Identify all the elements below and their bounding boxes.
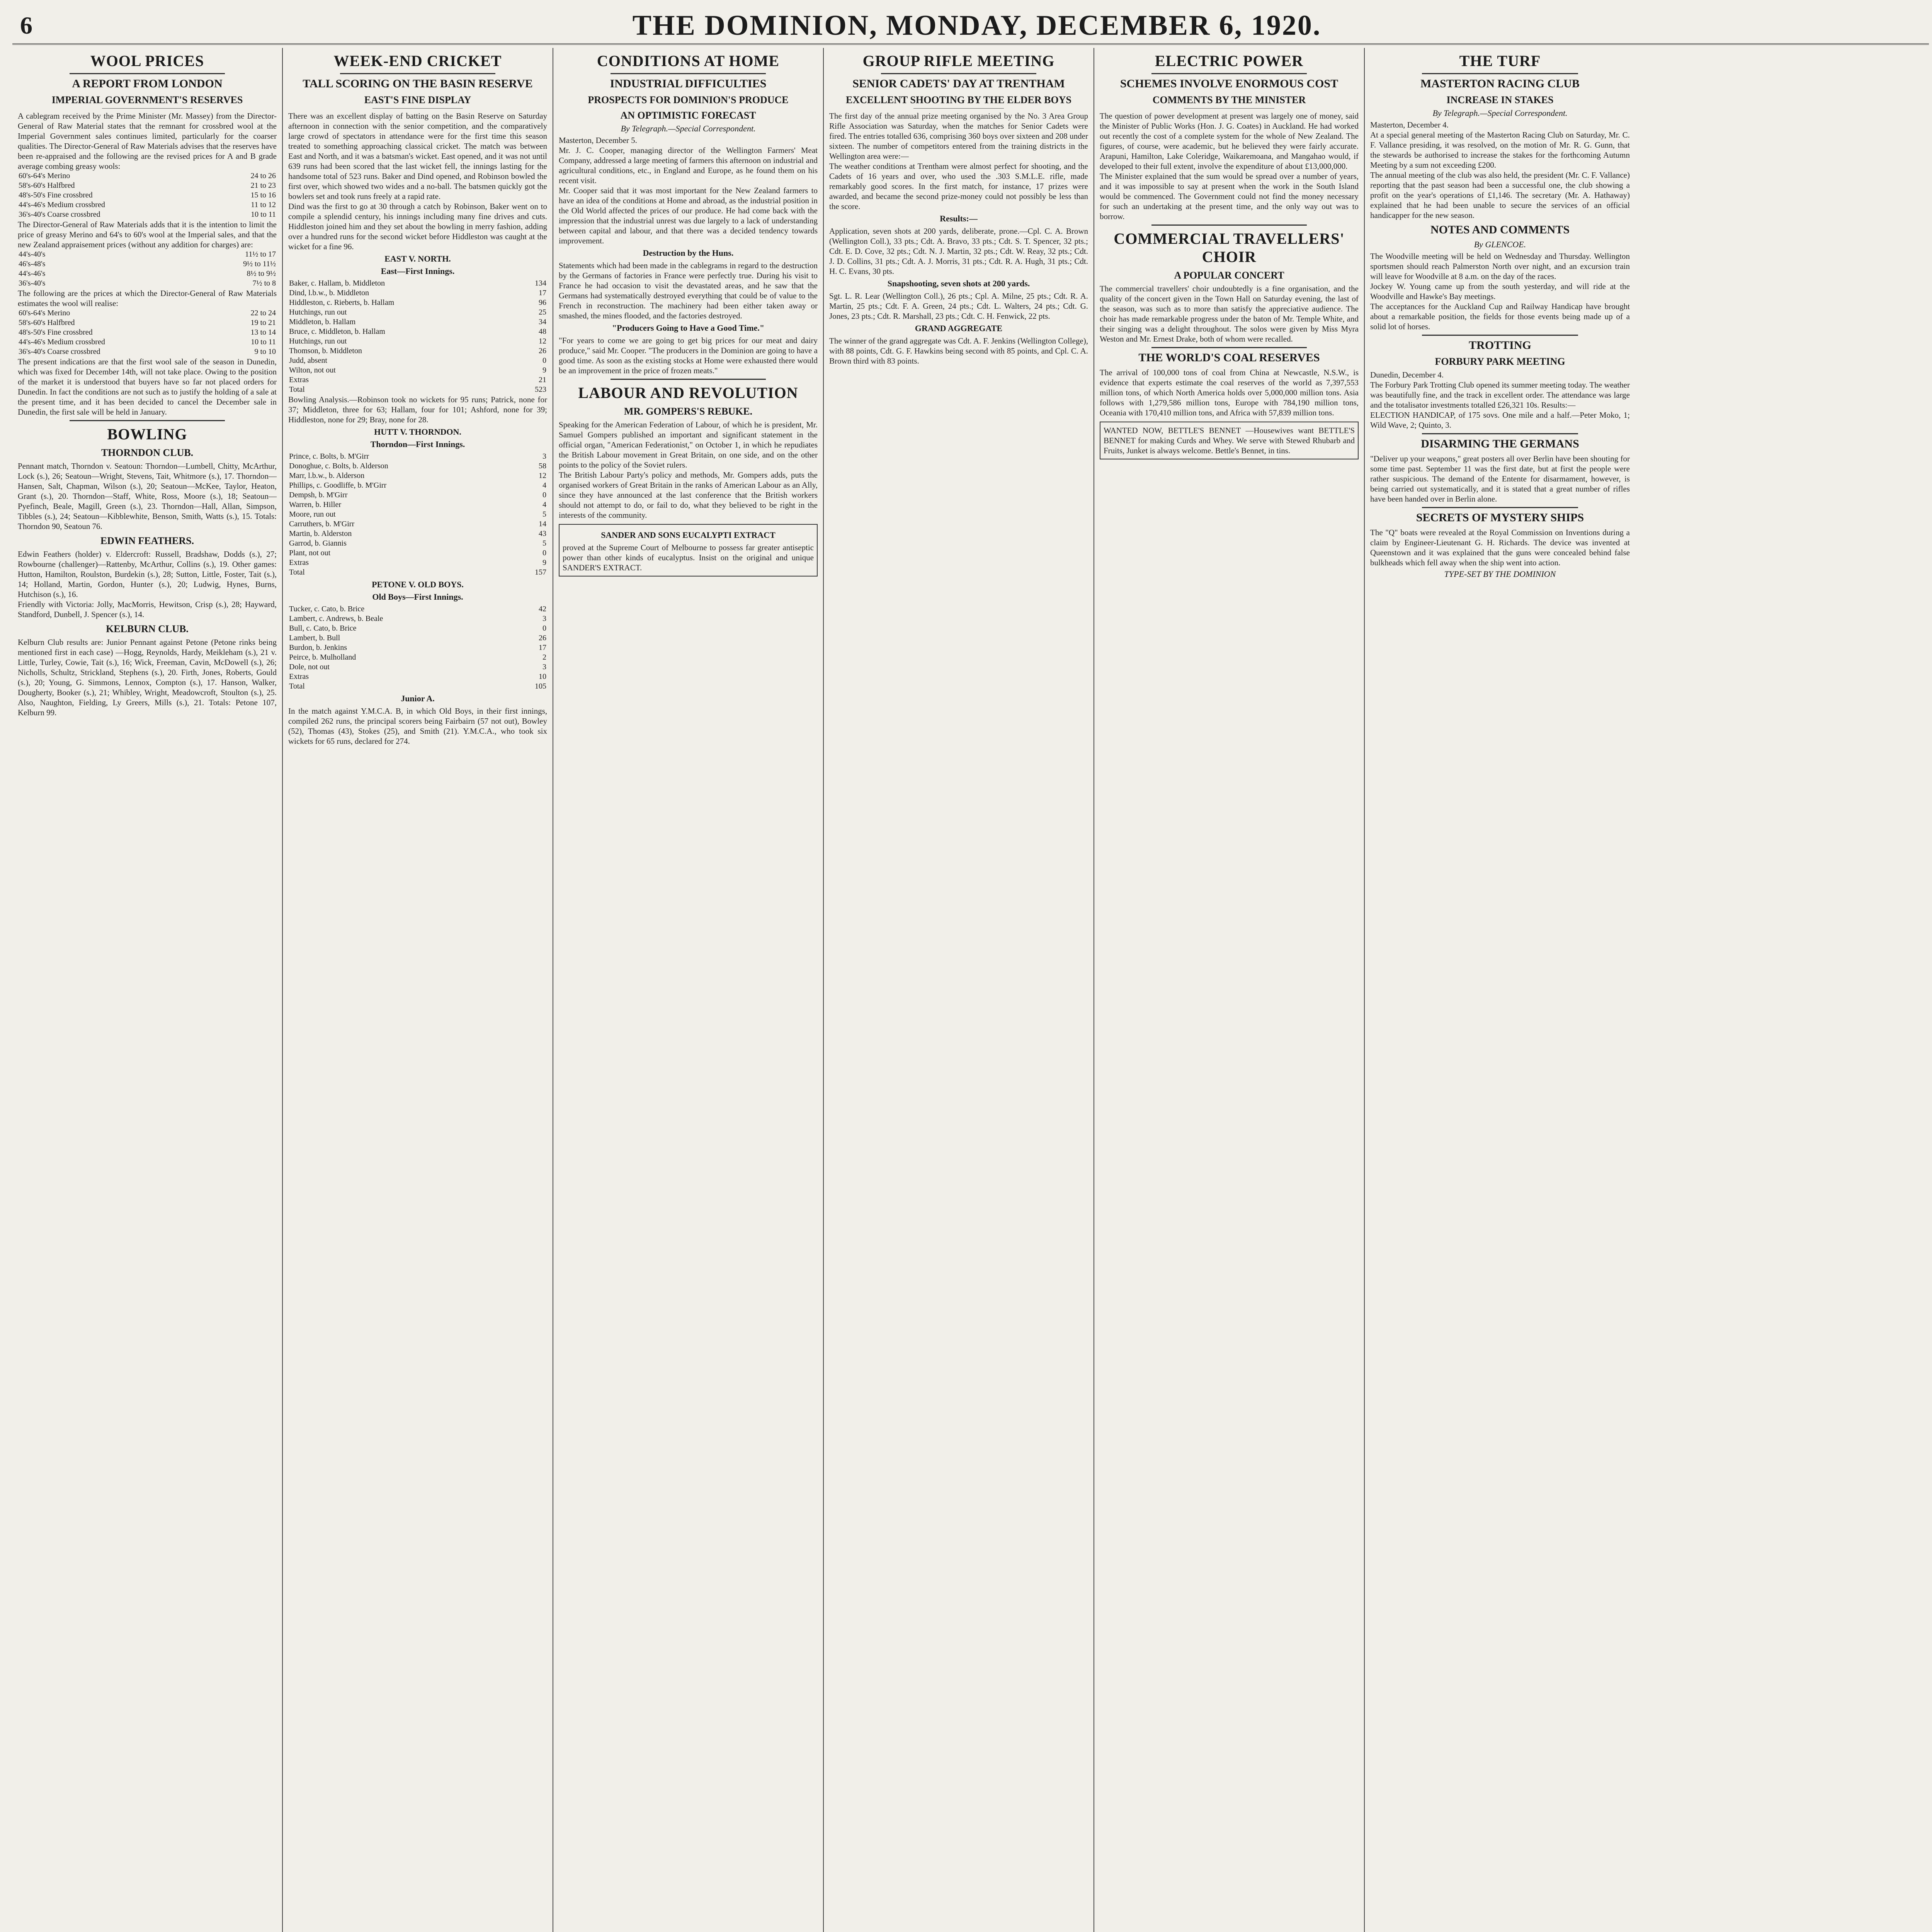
conditions-body2: Statements which had been made in the cablegrams in regard to the destruction by the Germans of factories in France were perfectly true. During his visit to France he had occasion to visit the devastated areas, and he saw that the Germans had systematically destroyed everything that could be of value to the French in reconstruction. The machinery had been either taken away or smashed, the mines flooded, and the factories destroyed. — [559, 261, 820, 320]
power-subhead: SCHEMES INVOLVE ENORMOUS COST — [1120, 77, 1338, 90]
cricket-kicker: EAST'S FINE DISPLAY — [364, 94, 471, 105]
table-row: Extras 21 — [289, 376, 546, 384]
table-row: Total 105 — [289, 682, 546, 690]
table-row: Moore, run out 5 — [289, 510, 546, 519]
secrets-headline: SECRETS OF MYSTERY SHIPS — [1416, 511, 1584, 524]
wool-prices-a — [18, 171, 277, 219]
trot-headline: TROTTING — [1469, 339, 1531, 352]
petone-sub: Old Boys—First Innings. — [372, 592, 463, 602]
score2-table — [288, 452, 547, 577]
table-row: 46's-48's 9½ to 11½ — [19, 260, 276, 268]
table-row: 58's-60's Halfbred 19 to 21 — [19, 318, 276, 327]
table-row: 36's-40's Coarse crossbred 10 to 11 — [19, 210, 276, 219]
coal-body: The arrival of 100,000 tons of coal from China at Newcastle, N.S.W., is evidence that experts estimate the coal reserves of the world as 7,397,553 million tons, of which North America holds over 5,000,000 million tons. Asia follows with 1,279,586 million tons, Europe with 784,190 million tons, Oceania with 170,410 million tons, and Africa with 57,839 million tons. — [1100, 368, 1361, 417]
conditions-body3: "For years to come we are going to get big prices for our meat and dairy produce," said Mr. Cooper. "The producers in the Dominion are going to have a good time. As soon as the existing stocks at Home were exhausted there would be an improvement in the price of frozen meats." — [559, 336, 820, 375]
divider — [611, 73, 766, 74]
labour-headline: LABOUR AND REVOLUTION — [578, 384, 798, 401]
score1-title: EAST V. NORTH. — [384, 254, 451, 264]
kelburn-subhead: KELBURN CLUB. — [106, 623, 189, 634]
turf-byline: By Telegraph.—Special Correspondent. — [1432, 108, 1568, 118]
table-row: 60's-64's Merino 24 to 26 — [19, 172, 276, 180]
table-row: Prince, c. Bolts, b. M'Girr 3 — [289, 452, 546, 461]
divider — [372, 108, 463, 109]
table-row: Dole, not out 3 — [289, 663, 546, 671]
cricket-headline: WEEK-END CRICKET — [333, 52, 502, 70]
divider — [1422, 335, 1578, 336]
column-2 — [283, 48, 553, 1932]
wool-para3: The following are the prices at which the Director-General of Raw Materials estimates the wool will realise: — [18, 289, 279, 308]
bennet-notice: WANTED NOW, BETTLE'S BENNET —Housewives want BETTLE'S BENNET for making Curds and Whey. We serve with Stewed Rhubarb and Fruits, Junket is always welcome. Bettle's Bennet, in tins. — [1104, 426, 1357, 455]
table-row: 44's-46's Medium crossbred 10 to 11 — [19, 338, 276, 346]
labour-subhead: MR. GOMPERS'S REBUKE. — [624, 406, 753, 417]
masthead — [12, 8, 1929, 45]
table-row: Extras 10 — [289, 672, 546, 681]
bowling-subhead: THORNDON CLUB. — [101, 447, 194, 458]
divider — [913, 108, 1004, 109]
coal-headline: THE WORLD'S COAL RESERVES — [1138, 351, 1320, 364]
score1-table — [288, 279, 547, 395]
table-row: Hutchings, run out 12 — [289, 337, 546, 345]
choir-subhead: A POPULAR CONCERT — [1174, 270, 1284, 281]
bowling-headline: BOWLING — [107, 425, 187, 443]
kelburn-body: Kelburn Club results are: Junior Pennant against Petone (Petone rinks being mentioned first in each case) —Hogg, Reynolds, Hardy, Meikleham (s.), 21 v. Little, Turley, Cowie, Tait (s.), 16; Wick, Freeman, Cavin, McDowell (s.), 26; Nicholls, Schultz, Strickland, Stephens (s.), 20. Firth, Jones, Roberts, Gould (s.), 20; Young, G. Simmons, Lennox, Compton (s.), 17. Hanson, Walker, Dougherty, Booker (s.), 21; Whibley, Wright, Meadowcroft, Stoulton (s.), 25. Also, Naughton, Fielding, Ly Greers, Mills (s.), 21. Totals: Petone 107, Kelburn 99. — [18, 638, 279, 717]
conditions-body: Masterton, December 5. Mr. J. C. Cooper, managing director of the Wellington Farmers' Meat Company, addressed a large meeting of farmers this afternoon on industrial and agricultural conditions, etc., in England and Europe, as he found them on his recent visit. Mr. Cooper said that it was most important for the New Zealand farmers to have an idea of the conditions at Home and abroad, as the industrial position in the Old World affected the prices of our produce. He had come back with the impression that the industrial unrest was due largely to a lack of understanding between capital and labour, and that there was a decided tendency towards improvement. — [559, 136, 818, 245]
columns — [12, 45, 1929, 1932]
table-row: Tucker, c. Cato, b. Brice 42 — [289, 605, 546, 613]
turf-body: Masterton, December 4. At a special general meeting of the Masterton Racing Club on Saturday, Mr. C. F. Vallance presiding, it was resolved, on the motion of Mr. R. G. Gunn, that the stewards be authorised to increase the stakes for the forthcoming Autumn Meeting by a sum not exceeding £200. The annual meeting of the club was also held, the president (Mr. C. F. Vallance) reporting that the past season had been a successful one, the club showing a profit on the year's operations of £1,146. The secretary (Mr. A. Hathaway) explained that he had been unable to secure the services of an official handicapper for the new season. — [1370, 120, 1630, 220]
column-6 — [1365, 48, 1635, 1932]
table-row: 44's-40's 11½ to 17 — [19, 250, 276, 259]
divider — [102, 108, 193, 109]
bennet-advert — [1100, 422, 1359, 459]
conditions-kicker2: AN OPTIMISTIC FORECAST — [620, 110, 756, 121]
table-row: 36's-40's 7½ to 8 — [19, 279, 276, 287]
junior-head: Junior A. — [401, 694, 435, 703]
masthead-title: THE DOMINION, MONDAY, DECEMBER 6, 1920. — [632, 9, 1321, 41]
table-row: 44's-46's Medium crossbred 11 to 12 — [19, 201, 276, 209]
table-row: Total 523 — [289, 385, 546, 394]
score2-title: HUTT V. THORNDON. — [374, 427, 461, 437]
disarm-body: "Deliver up your weapons," great posters all over Berlin have been shouting for some time past. September 11 was the first date, but at first the people were rather suspicious. The demand of the Entente for disarmament, however, is being carried out systematically, and it is stated that a great number of rifles have been handed over in Berlin alone. — [1370, 454, 1632, 503]
column-3 — [553, 48, 824, 1932]
table-row: Thomson, b. Middleton 26 — [289, 347, 546, 355]
advert-title: SANDER AND SONS EUCALYPTI EXTRACT — [601, 530, 776, 540]
table-row: Donoghue, c. Bolts, b. Alderson 58 — [289, 462, 546, 470]
conditions-byline: By Telegraph.—Special Correspondent. — [621, 124, 756, 133]
divider — [70, 420, 225, 421]
grand-body: The winner of the grand aggregate was Cdt. A. F. Jenkins (Wellington College), with 88 points, Cdt. G. F. Hawkins being second with 85 points, and Cpl. C. A. Brown third with 83 points. — [829, 336, 1090, 366]
rifle-kicker: EXCELLENT SHOOTING BY THE ELDER BOYS — [846, 94, 1071, 105]
notes-headline: NOTES AND COMMENTS — [1430, 223, 1570, 236]
wool-kicker: IMPERIAL GOVERNMENT'S RESERVES — [51, 94, 243, 105]
turf-headline: THE TURF — [1459, 52, 1541, 70]
wool-intro: A cablegram received by the Prime Minister (Mr. Massey) from the Director-General of Raw Material states that the remnant for crossbred wool at the Imperial Government sales continues limited, particularly for the coarser qualities. The Director-General of Raw Materials advises that the reserves have been re-appraised and the following are the revised prices for A and B grade average combing greasy wools: — [18, 111, 279, 171]
divider — [1184, 108, 1275, 109]
secrets-body: The "Q" boats were revealed at the Royal Commission on Inventions during a claim by Engineer-Lieutenant G. H. Richards. The device was invented at Queenstown and it was explained that the guns were concealed behind false bulkheads which fell away when the ship went into action. — [1370, 528, 1632, 567]
rifle-headline: GROUP RIFLE MEETING — [862, 52, 1055, 70]
notes-body: The Woodville meeting will be held on Wednesday and Thursday. Wellington sportsmen should reach Palmerston North over night, and an excursion train will leave for Woodville at 8 a.m. on the day of the races. Jockey W. Young came up from the south yesterday, and will ride at the Woodville and Hawke's Bay meetings. The acceptances for the Auckland Cup and Railway Handicap have brought about a remarkable position, the fields for those events being made up of a solid lot of horses. — [1370, 252, 1630, 331]
column-5 — [1094, 48, 1365, 1932]
rifle-body: The first day of the annual prize meeting organised by the No. 3 Area Group Rifle Association was Saturday, when the matches for Senior Cadets were fired. The entries totalled 636, comprising 360 boys over sixteen and 208 under sixteen. The number of competitors entered from the training districts in the Wellington area were:— The weather conditions at Trentham were almost perfect for shooting, and the Cadets of 16 years and over, who used the .303 S.M.L.E. rifle, made remarkably good scores. In the first match, for instance, 17 prizes were awarded, and became the second prize-money could not possibly be less than the score. — [829, 111, 1088, 211]
divider — [340, 73, 495, 74]
trot-subhead: FORBURY PARK MEETING — [1435, 356, 1565, 367]
choir-headline: COMMERCIAL TRAVELLERS' CHOIR — [1114, 230, 1345, 265]
petone-table — [288, 604, 547, 691]
notes-byline: By GLENCOE. — [1474, 240, 1526, 249]
bowling-body: Pennant match, Thorndon v. Seatoun: Thorndon—Lumbell, Chitty, McArthur, Lock (s.), 26; Seatoun—Wright, Stevens, Tait, Whitmore (s.), 17. Thorndon—Hansen, Salt, Chapman, Wilson (s.), 20; Seatoun—McKee, Taylor, Heaton, Grant (s.), 20. Thorndon—Staff, White, Ross, Moore (s.), 18; Seatoun—Pyefinch, Beale, Magill, Green (s.), 23. Thorndon—Hall, Allan, Simpson, Tibbles (s.), 24; Seatoun—Kibblewhite, Benson, Smith, Watts (s.), 15. Totals: Thorndon 90, Seatoun 76. — [18, 461, 279, 531]
page-number: 6 — [20, 12, 32, 39]
score2-sub: Thorndon—First Innings. — [370, 439, 465, 449]
table-row: 44's-46's 8½ to 9½ — [19, 269, 276, 278]
table-row: Burdon, b. Jenkins 17 — [289, 643, 546, 652]
printer-stamp: TYPE-SET BY THE DOMINION — [1444, 569, 1556, 579]
disarm-headline: DISARMING THE GERMANS — [1421, 437, 1579, 450]
divider — [1151, 224, 1307, 226]
table-row: Phillips, c. Goodliffe, b. M'Girr 4 — [289, 481, 546, 490]
table-row: Wilton, not out 9 — [289, 366, 546, 374]
results-body: Application, seven shots at 200 yards, deliberate, prone.—Cpl. C. A. Brown (Wellington Coll.), 33 pts.; Cdt. A. Bravo, 33 pts.; Cdt. S. T. Spencer, 32 pts.; Cdt. E. D. Cove, 32 pts.; Cdt. N. J. Martin, 32 pts.; Cdt. W. Reay, 32 pts.; Cdt. J. D. Collins, 31 pts.; Cdt. A. J. Morris, 31 pts.; Cdt. R. A. Hugh, 31 pts.; Cdt. H. C. Evans, 30 pts. — [829, 226, 1090, 276]
table-row: 48's-50's Fine crossbred 13 to 14 — [19, 328, 276, 337]
cricket-para2: Dind was the first to go at 30 through a catch by Robinson, Baker went on to compile a splendid century, his innings including many fine drives and cuts. Hiddleston joined him and they set about the bowling in merry fashion, adding over a hundred runs for the second wicket before Hiddleston was caught at the wicket for a fine 96. — [288, 202, 549, 251]
wool-headline: WOOL PRICES — [90, 52, 204, 70]
labour-body: Speaking for the American Federation of Labour, of which he is president, Mr. Samuel Gompers published an important and significant statement in the official organ, "American Federationist," on October 1, in which he repudiates the British Labour movement in Great Britain, on one side, and on the other points to the policy of the Soviet rulers. The British Labour Party's policy and methods, Mr. Gompers adds, puts the organised workers of Great Britain in the ranks of American Labour as an Ally, since they have announced at the last conference that the British workers should not attempt to do, or fail to do, what they believed to be right in the interests of the community. — [559, 420, 818, 520]
power-body: The question of power development at present was largely one of money, said the Minister of Public Works (Hon. J. G. Coates) in Auckland. He had worked out recently the cost of a complete system for the whole of New Zealand. The figures, of course, were academic, but he believed they were fairly accurate. Arapuni, Hamilton, Lake Coleridge, Waikaremoana, and Mangahao would, if developed to their full extent, involve the expenditure of about £13,000,000. The Minister explained that the sum would be spread over a number of years, and it was impossible to say at present when the work in the South Island would be commenced. The Government could not find the money necessary for such an undertaking at the present time, and the only way out was to borrow. — [1100, 111, 1359, 221]
table-row: Lambert, c. Andrews, b. Beale 3 — [289, 614, 546, 623]
table-row: Marr, l.b.w., b. Alderson 12 — [289, 471, 546, 480]
table-row: Plant, not out 0 — [289, 549, 546, 557]
edwin-subhead: EDWIN FEATHERS. — [100, 535, 194, 546]
score1-sub: East—First Innings. — [381, 266, 455, 276]
power-headline: ELECTRIC POWER — [1155, 52, 1304, 70]
table-row: Judd, absent 0 — [289, 356, 546, 365]
table-row: Bull, c. Cato, b. Brice 0 — [289, 624, 546, 633]
snap-head: Snapshooting, seven shots at 200 yards. — [887, 279, 1030, 288]
divider — [611, 379, 766, 380]
newspaper-page — [12, 8, 1929, 1932]
conditions-sub2: Destruction by the Huns. — [643, 248, 734, 258]
divider — [1422, 73, 1578, 74]
eucalypti-advert — [559, 524, 818, 577]
table-row: Total 157 — [289, 568, 546, 577]
rifle-subhead: SENIOR CADETS' DAY AT TRENTHAM — [852, 77, 1065, 90]
advert-body: proved at the Supreme Court of Melbourne to possess far greater antiseptic power than other kinds of eucalyptus. Insist on the original and unique SANDER'S EXTRACT. — [563, 543, 816, 572]
bowling-summary: Bowling Analysis.—Robinson took no wickets for 95 runs; Patrick, none for 37; Middleton, three for 63; Hallam, four for 101; Ashford, none for 39; Hiddleston, none for 29; Bray, none for 28. — [288, 395, 549, 424]
table-row: 58's-60's Halfbred 21 to 23 — [19, 181, 276, 190]
power-kicker: COMMENTS BY THE MINISTER — [1152, 94, 1306, 105]
table-row: Warren, b. Hiller 4 — [289, 500, 546, 509]
wool-para2: The Director-General of Raw Materials adds that it is the intention to limit the price of greasy Merino and 64's to 60's wool at the Imperial sales, and that the new Zealand appraisement prices (without any addition for charges) are: — [18, 220, 279, 249]
table-row: Lambert, b. Bull 26 — [289, 634, 546, 642]
wool-subhead: A REPORT FROM LONDON — [72, 77, 223, 90]
results-head: Results:— — [940, 214, 978, 223]
table-row: Dind, l.b.w., b. Middleton 17 — [289, 289, 546, 297]
table-row: Peirce, b. Mulholland 2 — [289, 653, 546, 662]
column-1 — [12, 48, 283, 1932]
table-row: Middleton, b. Hallam 34 — [289, 318, 546, 326]
turf-kicker: INCREASE IN STAKES — [1446, 94, 1554, 105]
table-row: 48's-50's Fine crossbred 15 to 16 — [19, 191, 276, 199]
wool-prices-c — [18, 308, 277, 357]
grand-head: GRAND AGGREGATE — [915, 323, 1003, 333]
table-row: 36's-40's Coarse crossbred 9 to 10 — [19, 347, 276, 356]
conditions-headline: CONDITIONS AT HOME — [597, 52, 780, 70]
column-4 — [824, 48, 1094, 1932]
table-row: Extras 9 — [289, 558, 546, 567]
cricket-subhead: TALL SCORING ON THE BASIN RESERVE — [303, 77, 533, 90]
table-row: Hiddleston, c. Rieberts, b. Hallam 96 — [289, 298, 546, 307]
conditions-sub3: "Producers Going to Have a Good Time." — [612, 323, 765, 333]
divider — [1151, 73, 1307, 74]
wool-para4: The present indications are that the first wool sale of the season in Dunedin, which was fixed for December 14th, will not take place. Owing to the position of the market it is understood that buyers have so far not placed orders for Dunedin. In fact the conditions are not such as to justify the holding of a sale at the present time, and it has been decided to cancel the December sale in Dunedin, the first sale will be held in January. — [18, 357, 279, 417]
divider — [1422, 507, 1578, 508]
petone-title: PETONE V. OLD BOYS. — [372, 580, 464, 589]
choir-body: The commercial travellers' choir undoubtedly is a fine organisation, and the quality of the concert given in the Town Hall on Saturday evening, the last of the season, was such as to more than satisfy the appreciative audience. The choir has made remarkable progress under the baton of Mr. Temple White, and their singing was a delight throughout. The solos were given by Miss Myra Weston and Mr. Ernest Drake, both of whom were recalled. — [1100, 284, 1361, 344]
table-row: Garrod, b. Giannis 5 — [289, 539, 546, 548]
snap-body: Sgt. L. R. Lear (Wellington Coll.), 26 pts.; Cpl. A. Milne, 25 pts.; Cdt. R. A. Martin, 25 pts.; Cdt. F. A. Green, 24 pts.; Cdt. L. Walters, 24 pts.; Cdt. G. Jones, 23 pts.; Cdt. R. Marshall, 23 pts.; Cdt. C. H. Fenwick, 22 pts. — [829, 291, 1090, 321]
friendly-body: Friendly with Victoria: Jolly, MacMorris, Hewitson, Crisp (s.), 28; Hayward, Standford, Dunbell, J. Spencer (s.), 14. — [18, 600, 279, 619]
cricket-intro: There was an excellent display of batting on the Basin Reserve on Saturday afternoon in connection with the senior competition, and the comparatively large crowd of spectators in attendance were for the first time this season treated to something approaching classical cricket. The match was between East and North, and it was a batsman's wicket. East opened, and it was not until 639 runs had been scored that the last wicket fell, the innings lasting for the handsome total of 523 runs. Baker and Dind opened, and Robinson bowled the first over, which showed two wides and a no-ball. The batsmen quickly got the bowlers set and took runs freely at a rapid rate. — [288, 111, 549, 201]
divider — [1151, 347, 1307, 348]
divider — [70, 73, 225, 74]
junior-body: In the match against Y.M.C.A. B, in which Old Boys, in their first innings, compiled 262 runs, the principal scorers being Fairbairn (57 not out), Bowley (52), Thomas (43), Stokes (25), and Smith (21). Y.M.C.A., who took six wickets for 65 runs, declared for 274. — [288, 706, 549, 746]
table-row: Hutchings, run out 25 — [289, 308, 546, 316]
wool-prices-b — [18, 250, 277, 288]
edwin-body: Edwin Feathers (holder) v. Eldercroft: Russell, Bradshaw, Dodds (s.), 27; Rowbourne (challenger)—Rattenby, McArthur, Collins (s.), 19. Other games: Hutton, Hamilton, Roulston, Burdekin (s.), 28; Sutton, Little, Foster, Tait (s.), 14; Holland, Martin, Gordon, Hunter (s.), 20; Ludwig, Hynes, Burns, Hutchison (s.), 16. — [18, 549, 279, 599]
table-row: 60's-64's Merino 22 to 24 — [19, 309, 276, 317]
table-row: Baker, c. Hallam, b. Middleton 134 — [289, 279, 546, 287]
divider — [881, 73, 1036, 74]
divider — [1422, 433, 1578, 434]
turf-subhead: MASTERTON RACING CLUB — [1420, 77, 1580, 90]
table-row: Carruthers, b. M'Girr 14 — [289, 520, 546, 528]
trot-body: Dunedin, December 4. The Forbury Park Trotting Club opened its summer meeting today. The weather was beautifully fine, and the track in excellent order. The attendance was large and the totalisator investments totalled £26,321 10s. Results:— ELECTION HANDICAP, of 175 sovs. One mile and a half.—Peter Moko, 1; Wild Wave, 2; Quinto, 3. — [1370, 370, 1630, 430]
table-row: Bruce, c. Middleton, b. Hallam 48 — [289, 327, 546, 336]
conditions-subhead: INDUSTRIAL DIFFICULTIES — [610, 77, 767, 90]
table-row: Martin, b. Alderston 43 — [289, 529, 546, 538]
conditions-kicker: PROSPECTS FOR DOMINION'S PRODUCE — [588, 94, 789, 105]
table-row: Dempsh, b. M'Girr 0 — [289, 491, 546, 499]
